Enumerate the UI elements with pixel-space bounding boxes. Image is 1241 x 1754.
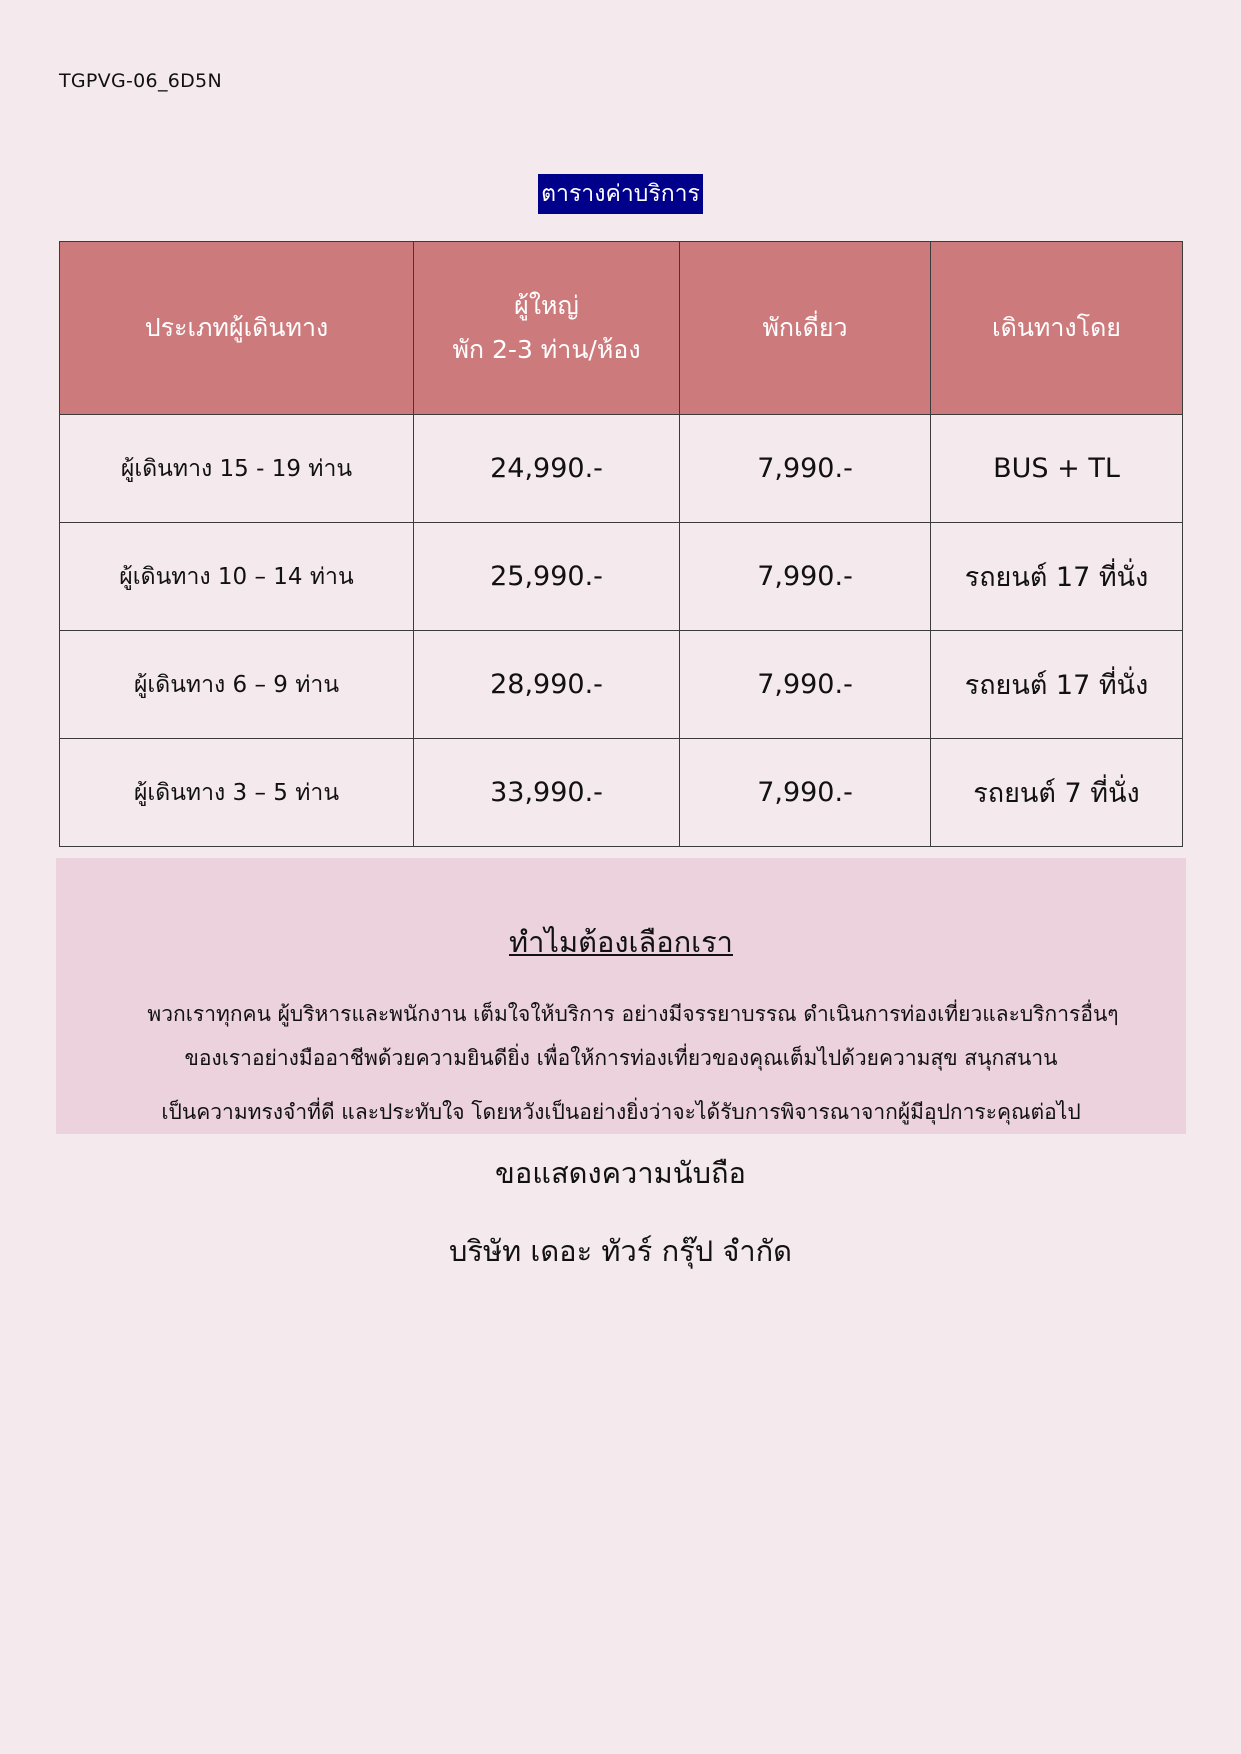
transport-cell: BUS + TL: [931, 415, 1183, 523]
table-row: [60, 523, 1183, 631]
table-title-wrap: [0, 174, 1241, 214]
header-adult-line1: ผู้ใหญ่: [514, 291, 579, 320]
adult-price-cell: 25,990.-: [414, 523, 680, 631]
single-price-cell: 7,990.-: [680, 631, 931, 739]
closing-regards: ขอแสดงความนับถือ: [495, 1156, 746, 1190]
company-name: บริษัท เดอะ ทัวร์ กรุ๊ป จำกัด: [448, 1234, 792, 1268]
header-traveler-type: ประเภทผู้เดินทาง: [60, 242, 414, 415]
why-choose-us-section: [56, 858, 1186, 1134]
header-adult-price: [414, 242, 680, 415]
document-code: TGPVG-06_6D5N: [59, 70, 222, 92]
price-table: [59, 241, 1183, 847]
table-row: [60, 739, 1183, 847]
why-line: ของเราอย่างมืออาชีพด้วยความยินดียิ่ง เพื่อให้การท่องเที่ยวของคุณเต็มไปด้วยความสุข สนุกสนาน: [184, 1046, 1058, 1070]
transport-cell: รถยนต์ 7 ที่นั่ง: [931, 739, 1183, 847]
adult-price-cell: 24,990.-: [414, 415, 680, 523]
traveler-type-cell: ผู้เดินทาง 10 – 14 ท่าน: [60, 523, 414, 631]
adult-price-cell: 28,990.-: [414, 631, 680, 739]
single-price-cell: 7,990.-: [680, 523, 931, 631]
why-line: เป็นความทรงจำที่ดี และประทับใจ โดยหวังเป็นอย่างยิ่งว่าจะได้รับการพิจารณาจากผู้มีอุปการะคุณต่อไป: [161, 1100, 1081, 1124]
transport-cell: รถยนต์ 17 ที่นั่ง: [931, 523, 1183, 631]
why-line: พวกเราทุกคน ผู้บริหารและพนักงาน เต็มใจให้บริการ อย่างมีจรรยาบรรณ ดำเนินการท่องเที่ยวและบริการอื่นๆ: [147, 1002, 1119, 1026]
header-adult-line2: พัก 2-3 ท่าน/ห้อง: [452, 335, 641, 364]
table-header-row: [60, 242, 1183, 415]
traveler-type-cell: ผู้เดินทาง 15 - 19 ท่าน: [60, 415, 414, 523]
table-row: [60, 415, 1183, 523]
single-price-cell: 7,990.-: [680, 415, 931, 523]
why-title: ทำไมต้องเลือกเรา: [509, 925, 733, 959]
traveler-type-cell: ผู้เดินทาง 6 – 9 ท่าน: [60, 631, 414, 739]
header-transport: เดินทางโดย: [931, 242, 1183, 415]
table-row: [60, 631, 1183, 739]
table-title: ตารางค่าบริการ: [538, 174, 703, 214]
transport-cell: รถยนต์ 17 ที่นั่ง: [931, 631, 1183, 739]
single-price-cell: 7,990.-: [680, 739, 931, 847]
traveler-type-cell: ผู้เดินทาง 3 – 5 ท่าน: [60, 739, 414, 847]
header-single-room: พักเดี่ยว: [680, 242, 931, 415]
adult-price-cell: 33,990.-: [414, 739, 680, 847]
